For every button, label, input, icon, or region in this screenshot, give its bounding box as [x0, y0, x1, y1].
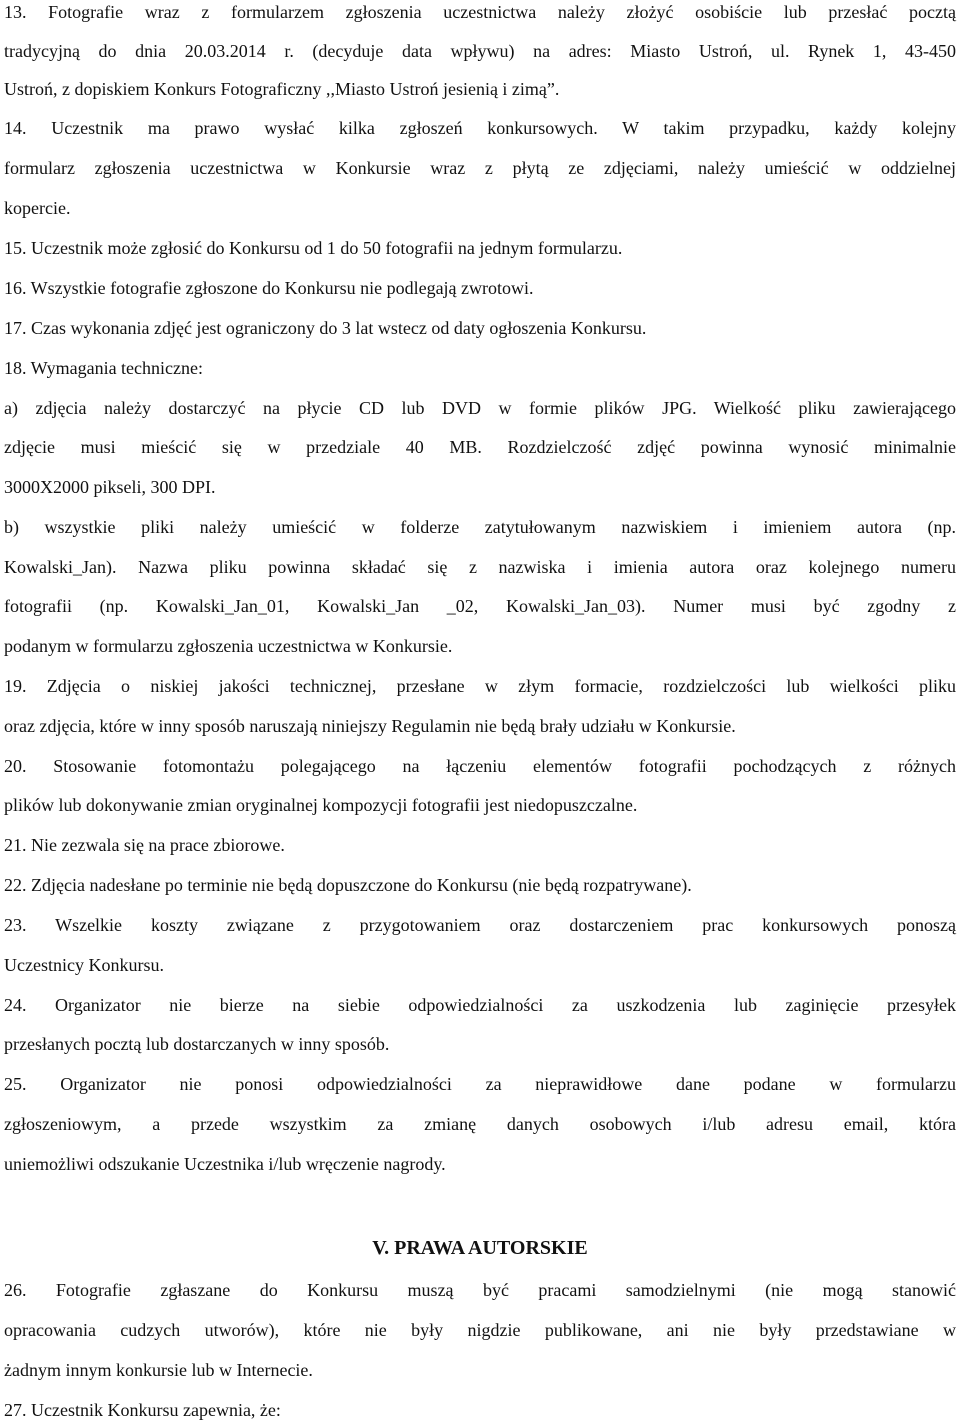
paragraph-22: 22. Zdjęcia nadesłane po terminie nie będą dopuszczone do Konkursu (nie będą rozpatrywane). [4, 875, 692, 895]
paragraph-19-line-2: oraz zdjęcia, które w inny sposób naruszają niniejszy Regulamin nie będą brały udziału w Konkursie. [4, 716, 736, 736]
paragraph-18b-line-3: fotografii (np. Kowalski_Jan_01, Kowalski_Jan _02, Kowalski_Jan_03). Numer musi być zgodny z [4, 596, 956, 616]
paragraph-24-line-2: przesłanych pocztą lub dostarczanych w inny sposób. [4, 1034, 390, 1054]
paragraph-25-line-2: zgłoszeniowym, a przede wszystkim za zmianę danych osobowych i/lub adresu email, która [4, 1114, 956, 1134]
paragraph-13-line-2: tradycyjną do dnia 20.03.2014 r. (decyduje data wpływu) na adres: Miasto Ustroń, ul. Rynek 1, 43-450 [4, 41, 956, 61]
paragraph-18: 18. Wymagania techniczne: [4, 358, 204, 378]
paragraph-21: 21. Nie zezwala się na prace zbiorowe. [4, 835, 285, 855]
paragraph-26-line-1: 26. Fotografie zgłaszane do Konkursu muszą być pracami samodzielnymi (nie mogą stanowić [4, 1280, 956, 1300]
paragraph-24-line-1: 24. Organizator nie bierze na siebie odpowiedzialności za uszkodzenia lub zaginięcie przesyłek [4, 995, 956, 1015]
paragraph-14-line-3: kopercie. [4, 198, 71, 218]
paragraph-18a-line-3: 3000X2000 pikseli, 300 DPI. [4, 477, 216, 497]
paragraph-26-line-3: żadnym innym konkursie lub w Internecie. [4, 1360, 313, 1380]
paragraph-18b-line-2: Kowalski_Jan). Nazwa pliku powinna składać się z nazwiska i imienia autora oraz kolejnego numeru [4, 557, 956, 577]
section-heading: V. PRAWA AUTORSKIE [372, 1237, 588, 1259]
paragraph-27: 27. Uczestnik Konkursu zapewnia, że: [4, 1400, 281, 1420]
paragraph-13-line-1: 13. Fotografie wraz z formularzem zgłoszenia uczestnictwa należy złożyć osobiście lub przesłać pocztą [4, 2, 956, 22]
paragraph-15: 15. Uczestnik może zgłosić do Konkursu od 1 do 50 fotografii na jednym formularzu. [4, 238, 623, 258]
paragraph-25-line-1: 25. Organizator nie ponosi odpowiedzialności za nieprawidłowe dane podane w formularzu [4, 1074, 956, 1094]
paragraph-23-line-2: Uczestnicy Konkursu. [4, 955, 164, 975]
paragraph-17: 17. Czas wykonania zdjęć jest ograniczony do 3 lat wstecz od daty ogłoszenia Konkursu. [4, 318, 647, 338]
paragraph-25-line-3: uniemożliwi odszukanie Uczestnika i/lub wręczenie nagrody. [4, 1154, 446, 1174]
paragraph-20-line-1: 20. Stosowanie fotomontażu polegającego na łączeniu elementów fotografii pochodzących z różnych [4, 756, 956, 776]
paragraph-18a-line-2: zdjęcie musi mieścić się w przedziale 40 MB. Rozdzielczość zdjęć powinna wynosić minimalnie [4, 437, 956, 457]
paragraph-18b-line-1: b) wszystkie pliki należy umieścić w folderze zatytułowanym nazwiskiem i imieniem autora (np. [4, 517, 956, 537]
paragraph-14-line-1: 14. Uczestnik ma prawo wysłać kilka zgłoszeń konkursowych. W takim przypadku, każdy kolejny [4, 118, 956, 138]
paragraph-16: 16. Wszystkie fotografie zgłoszone do Konkursu nie podlegają zwrotowi. [4, 278, 534, 298]
paragraph-13-line-3: Ustroń, z dopiskiem Konkurs Fotograficzny ,,Miasto Ustroń jesienią i zimą”. [4, 79, 560, 99]
paragraph-20-line-2: plików lub dokonywanie zmian oryginalnej kompozycji fotografii jest niedopuszczalne. [4, 795, 638, 815]
paragraph-23-line-1: 23. Wszelkie koszty związane z przygotowaniem oraz dostarczeniem prac konkursowych ponoszą [4, 915, 956, 935]
paragraph-18a-line-1: a) zdjęcia należy dostarczyć na płycie CD lub DVD w formie plików JPG. Wielkość pliku zawierającego [4, 398, 956, 418]
paragraph-26-line-2: opracowania cudzych utworów), które nie były nigdzie publikowane, ani nie były przedstawiane w [4, 1320, 956, 1340]
paragraph-19-line-1: 19. Zdjęcia o niskiej jakości technicznej, przesłane w złym formacie, rozdzielczości lub wielkości pliku [4, 676, 956, 696]
paragraph-14-line-2: formularz zgłoszenia uczestnictwa w Konkursie wraz z płytą ze zdjęciami, należy umieścić w oddzielnej [4, 158, 956, 178]
paragraph-18b-line-4: podanym w formularzu zgłoszenia uczestnictwa w Konkursie. [4, 636, 453, 656]
